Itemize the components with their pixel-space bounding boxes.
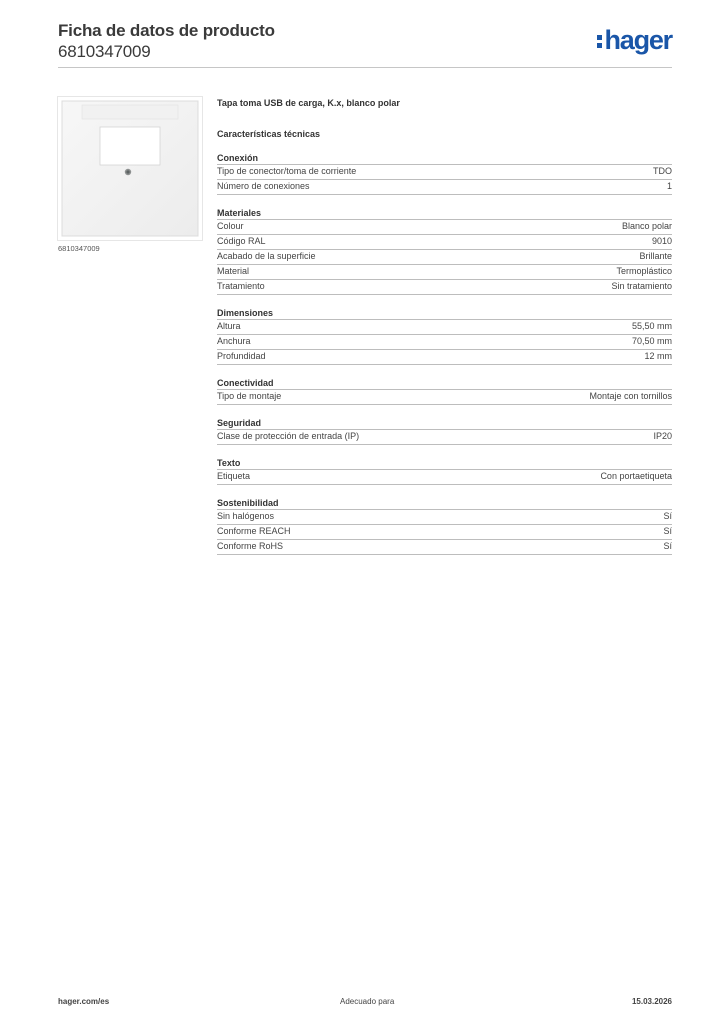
spec-section	[217, 377, 672, 405]
spec-value: Brillante	[639, 251, 672, 261]
spec-value: Sí	[663, 526, 672, 536]
footer-suitable-for: Adecuado para	[340, 997, 395, 1006]
spec-label: Acabado de la superficie	[217, 251, 316, 261]
spec-value: 70,50 mm	[631, 336, 672, 346]
spec-label: Anchura	[217, 336, 251, 346]
spec-section	[217, 207, 672, 295]
spec-label: Tipo de conector/toma de corriente	[217, 166, 357, 176]
spec-row	[217, 389, 672, 405]
spec-section	[217, 307, 672, 365]
spec-row	[217, 179, 672, 195]
spec-value: Con portaetiqueta	[600, 471, 672, 481]
spec-label: Clase de protección de entrada (IP)	[217, 431, 360, 441]
spec-value: Sí	[663, 511, 672, 521]
spec-section-title: Dimensiones	[217, 308, 274, 318]
spec-rows	[217, 219, 672, 295]
spec-value: Termoplástico	[616, 266, 672, 276]
spec-rows	[217, 389, 672, 405]
spec-label: Conforme RoHS	[217, 541, 284, 551]
spec-section-title: Seguridad	[217, 418, 262, 428]
usb-socket-cover-plate-icon	[58, 97, 202, 240]
spec-sections	[217, 152, 672, 555]
spec-row	[217, 349, 672, 365]
logo-text: hager	[604, 25, 672, 55]
spec-label: Etiqueta	[217, 471, 251, 481]
spec-label: Material	[217, 266, 250, 276]
footer-website-link[interactable]: hager.com/es	[58, 997, 110, 1006]
product-details	[217, 96, 672, 555]
spec-label: Código RAL	[217, 236, 266, 246]
spec-row	[217, 469, 672, 485]
spec-label: Altura	[217, 321, 241, 331]
spec-value: 9010	[651, 236, 672, 246]
spec-value: Blanco polar	[621, 221, 672, 231]
spec-value: Sí	[663, 541, 672, 551]
spec-row	[217, 539, 672, 555]
spec-row	[217, 334, 672, 349]
spec-rows	[217, 469, 672, 485]
spec-label: Conforme REACH	[217, 526, 291, 536]
spec-label: Tipo de montaje	[217, 391, 282, 401]
spec-value: IP20	[653, 431, 672, 441]
spec-label: Tratamiento	[217, 281, 265, 291]
header-divider	[58, 67, 672, 68]
technical-characteristics-title: Características técnicas	[217, 129, 321, 139]
product-image	[58, 97, 202, 240]
document-title: Ficha de datos de producto	[58, 21, 275, 40]
spec-row	[217, 264, 672, 279]
spec-row	[217, 249, 672, 264]
spec-row	[217, 279, 672, 295]
spec-row	[217, 319, 672, 334]
spec-value: 55,50 mm	[631, 321, 672, 331]
spec-rows	[217, 164, 672, 195]
spec-section	[217, 457, 672, 485]
spec-label: Colour	[217, 221, 244, 231]
spec-section-title: Conectividad	[217, 378, 274, 388]
spec-label: Profundidad	[217, 351, 266, 361]
logo-dots-icon	[597, 35, 602, 48]
spec-value: TDO	[653, 166, 672, 176]
image-caption: 6810347009	[58, 244, 100, 253]
spec-value: 12 mm	[644, 351, 672, 361]
spec-row	[217, 429, 672, 445]
spec-rows	[217, 429, 672, 445]
spec-section	[217, 417, 672, 445]
spec-value: Montaje con tornillos	[589, 391, 672, 401]
spec-label: Sin halógenos	[217, 511, 275, 521]
spec-section-title: Materiales	[217, 208, 262, 218]
spec-section-title: Conexión	[217, 153, 259, 163]
footer-date: 15.03.2026	[631, 997, 672, 1006]
product-name: Tapa toma USB de carga, K.x, blanco polar	[217, 98, 400, 108]
spec-value: 1	[666, 181, 672, 191]
spec-rows	[217, 319, 672, 365]
spec-rows	[217, 509, 672, 555]
document-header	[58, 20, 672, 62]
spec-section-title: Texto	[217, 458, 241, 468]
spec-row	[217, 509, 672, 524]
spec-value: Sin tratamiento	[611, 281, 672, 291]
spec-section-title: Sostenibilidad	[217, 498, 279, 508]
spec-section	[217, 152, 672, 195]
spec-label: Número de conexiones	[217, 181, 310, 191]
spec-row	[217, 524, 672, 539]
hager-logo	[597, 26, 672, 54]
product-code: 6810347009	[58, 42, 151, 61]
spec-row	[217, 164, 672, 179]
spec-row	[217, 234, 672, 249]
spec-row	[217, 219, 672, 234]
spec-section	[217, 497, 672, 555]
